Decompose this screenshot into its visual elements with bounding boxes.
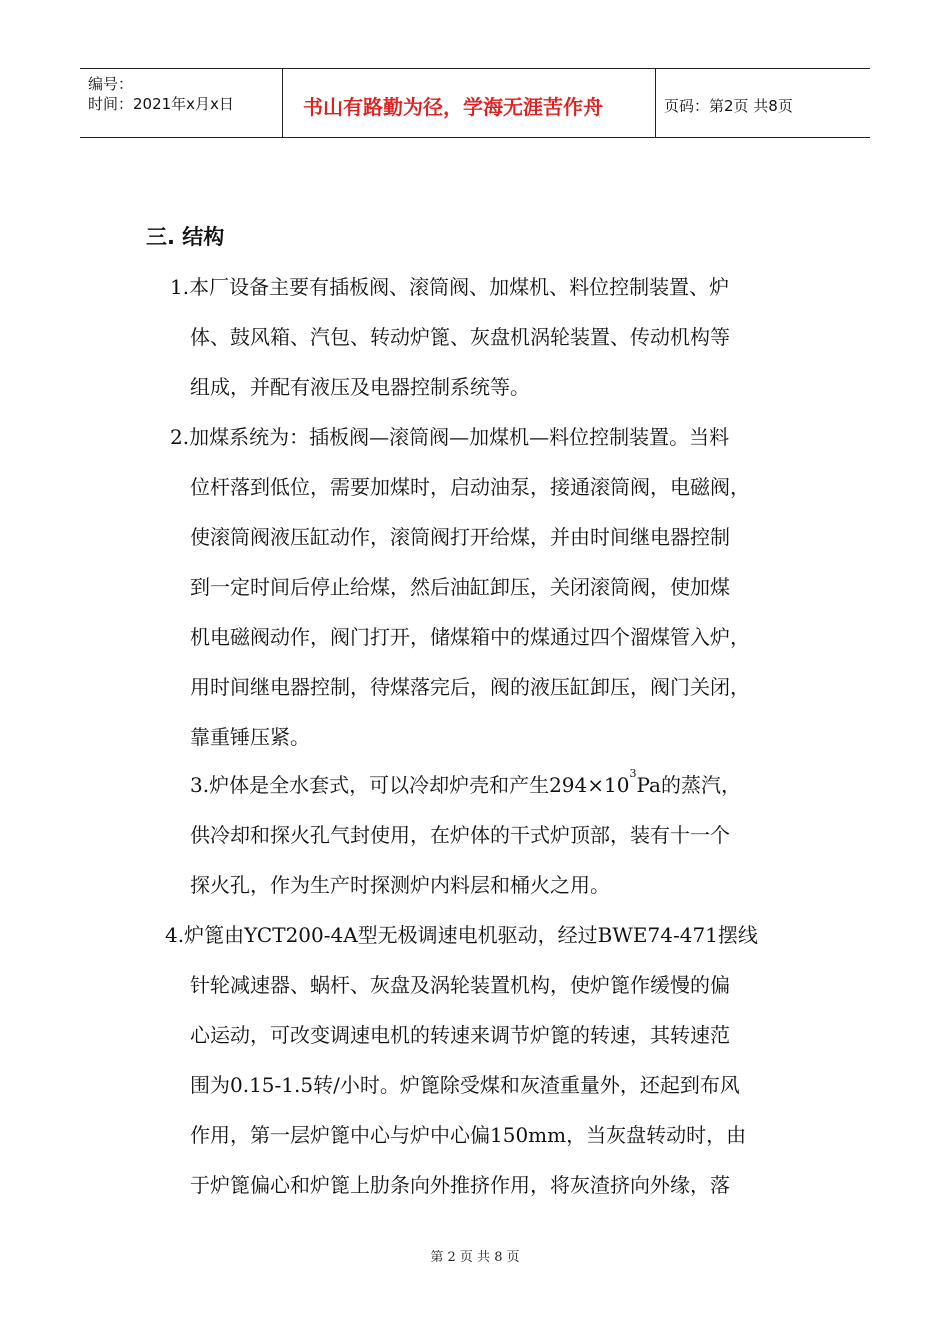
body-line: 探火孔，作为生产时探测炉内料层和桶火之用。 xyxy=(190,873,610,897)
document-header xyxy=(80,68,870,138)
body-line: 靠重锤压紧。 xyxy=(190,725,310,749)
page-footer: 第 2 页 共 8 页 xyxy=(430,1250,520,1265)
body-line: 组成，并配有液压及电器控制系统等。 xyxy=(190,375,530,399)
header-motto: 书山有路勤为径，学海无涯苦作舟 xyxy=(303,95,603,119)
body-line: 4.炉篦由YCT200-4A型无极调速电机驱动，经过BWE74-471摆线 xyxy=(165,923,758,947)
header-meta-cell xyxy=(80,69,283,137)
header-motto-cell xyxy=(283,69,656,137)
document-number-label: 编号： xyxy=(88,75,134,93)
line3-after: Pa的蒸汽， xyxy=(636,773,741,797)
body-line: 位杆落到低位，需要加煤时，启动油泵，接通滚筒阀，电磁阀， xyxy=(190,475,750,499)
line3-superscript: 3 xyxy=(629,767,637,780)
body-line-3 xyxy=(190,769,741,798)
body-line: 心运动，可改变调速电机的转速来调节炉篦的转速，其转速范 xyxy=(190,1023,730,1047)
body-line: 作用，第一层炉篦中心与炉中心偏150mm，当灰盘转动时，由 xyxy=(190,1123,747,1147)
document-time-label: 时间：2021年x月x日 xyxy=(88,95,234,113)
body-line: 针轮减速器、蜗杆、灰盘及涡轮装置机构，使炉篦作缓慢的偏 xyxy=(190,973,730,997)
body-line: 供冷却和探火孔气封使用，在炉体的干式炉顶部，装有十一个 xyxy=(190,823,730,847)
body-line: 2.加煤系统为：插板阀—滚筒阀—加煤机—料位控制装置。当料 xyxy=(170,425,730,449)
body-line: 于炉篦偏心和炉篦上肋条向外推挤作用，将灰渣挤向外缘，落 xyxy=(190,1173,730,1197)
body-line: 机电磁阀动作，阀门打开，储煤箱中的煤通过四个溜煤管入炉， xyxy=(190,625,750,649)
body-line: 体、鼓风箱、汽包、转动炉篦、灰盘机涡轮装置、传动机构等 xyxy=(190,325,730,349)
header-page-cell xyxy=(656,69,870,137)
line3-before: 3.炉体是全水套式，可以冷却炉壳和产生294×10 xyxy=(190,773,630,797)
body-line: 使滚筒阀液压缸动作，滚筒阀打开给煤，并由时间继电器控制 xyxy=(190,525,730,549)
body-line: 围为0.15-1.5转/小时。炉篦除受煤和灰渣重量外，还起到布风 xyxy=(190,1073,740,1097)
header-page-label: 页码：第2页 共8页 xyxy=(664,97,793,115)
body-line: 1.本厂设备主要有插板阀、滚筒阀、加煤机、料位控制装置、炉 xyxy=(170,275,730,299)
section-heading: 三. 结构 xyxy=(146,225,225,249)
body-line: 用时间继电器控制，待煤落完后，阀的液压缸卸压，阀门关闭， xyxy=(190,675,750,699)
body-line: 到一定时间后停止给煤，然后油缸卸压，关闭滚筒阀，使加煤 xyxy=(190,575,730,599)
